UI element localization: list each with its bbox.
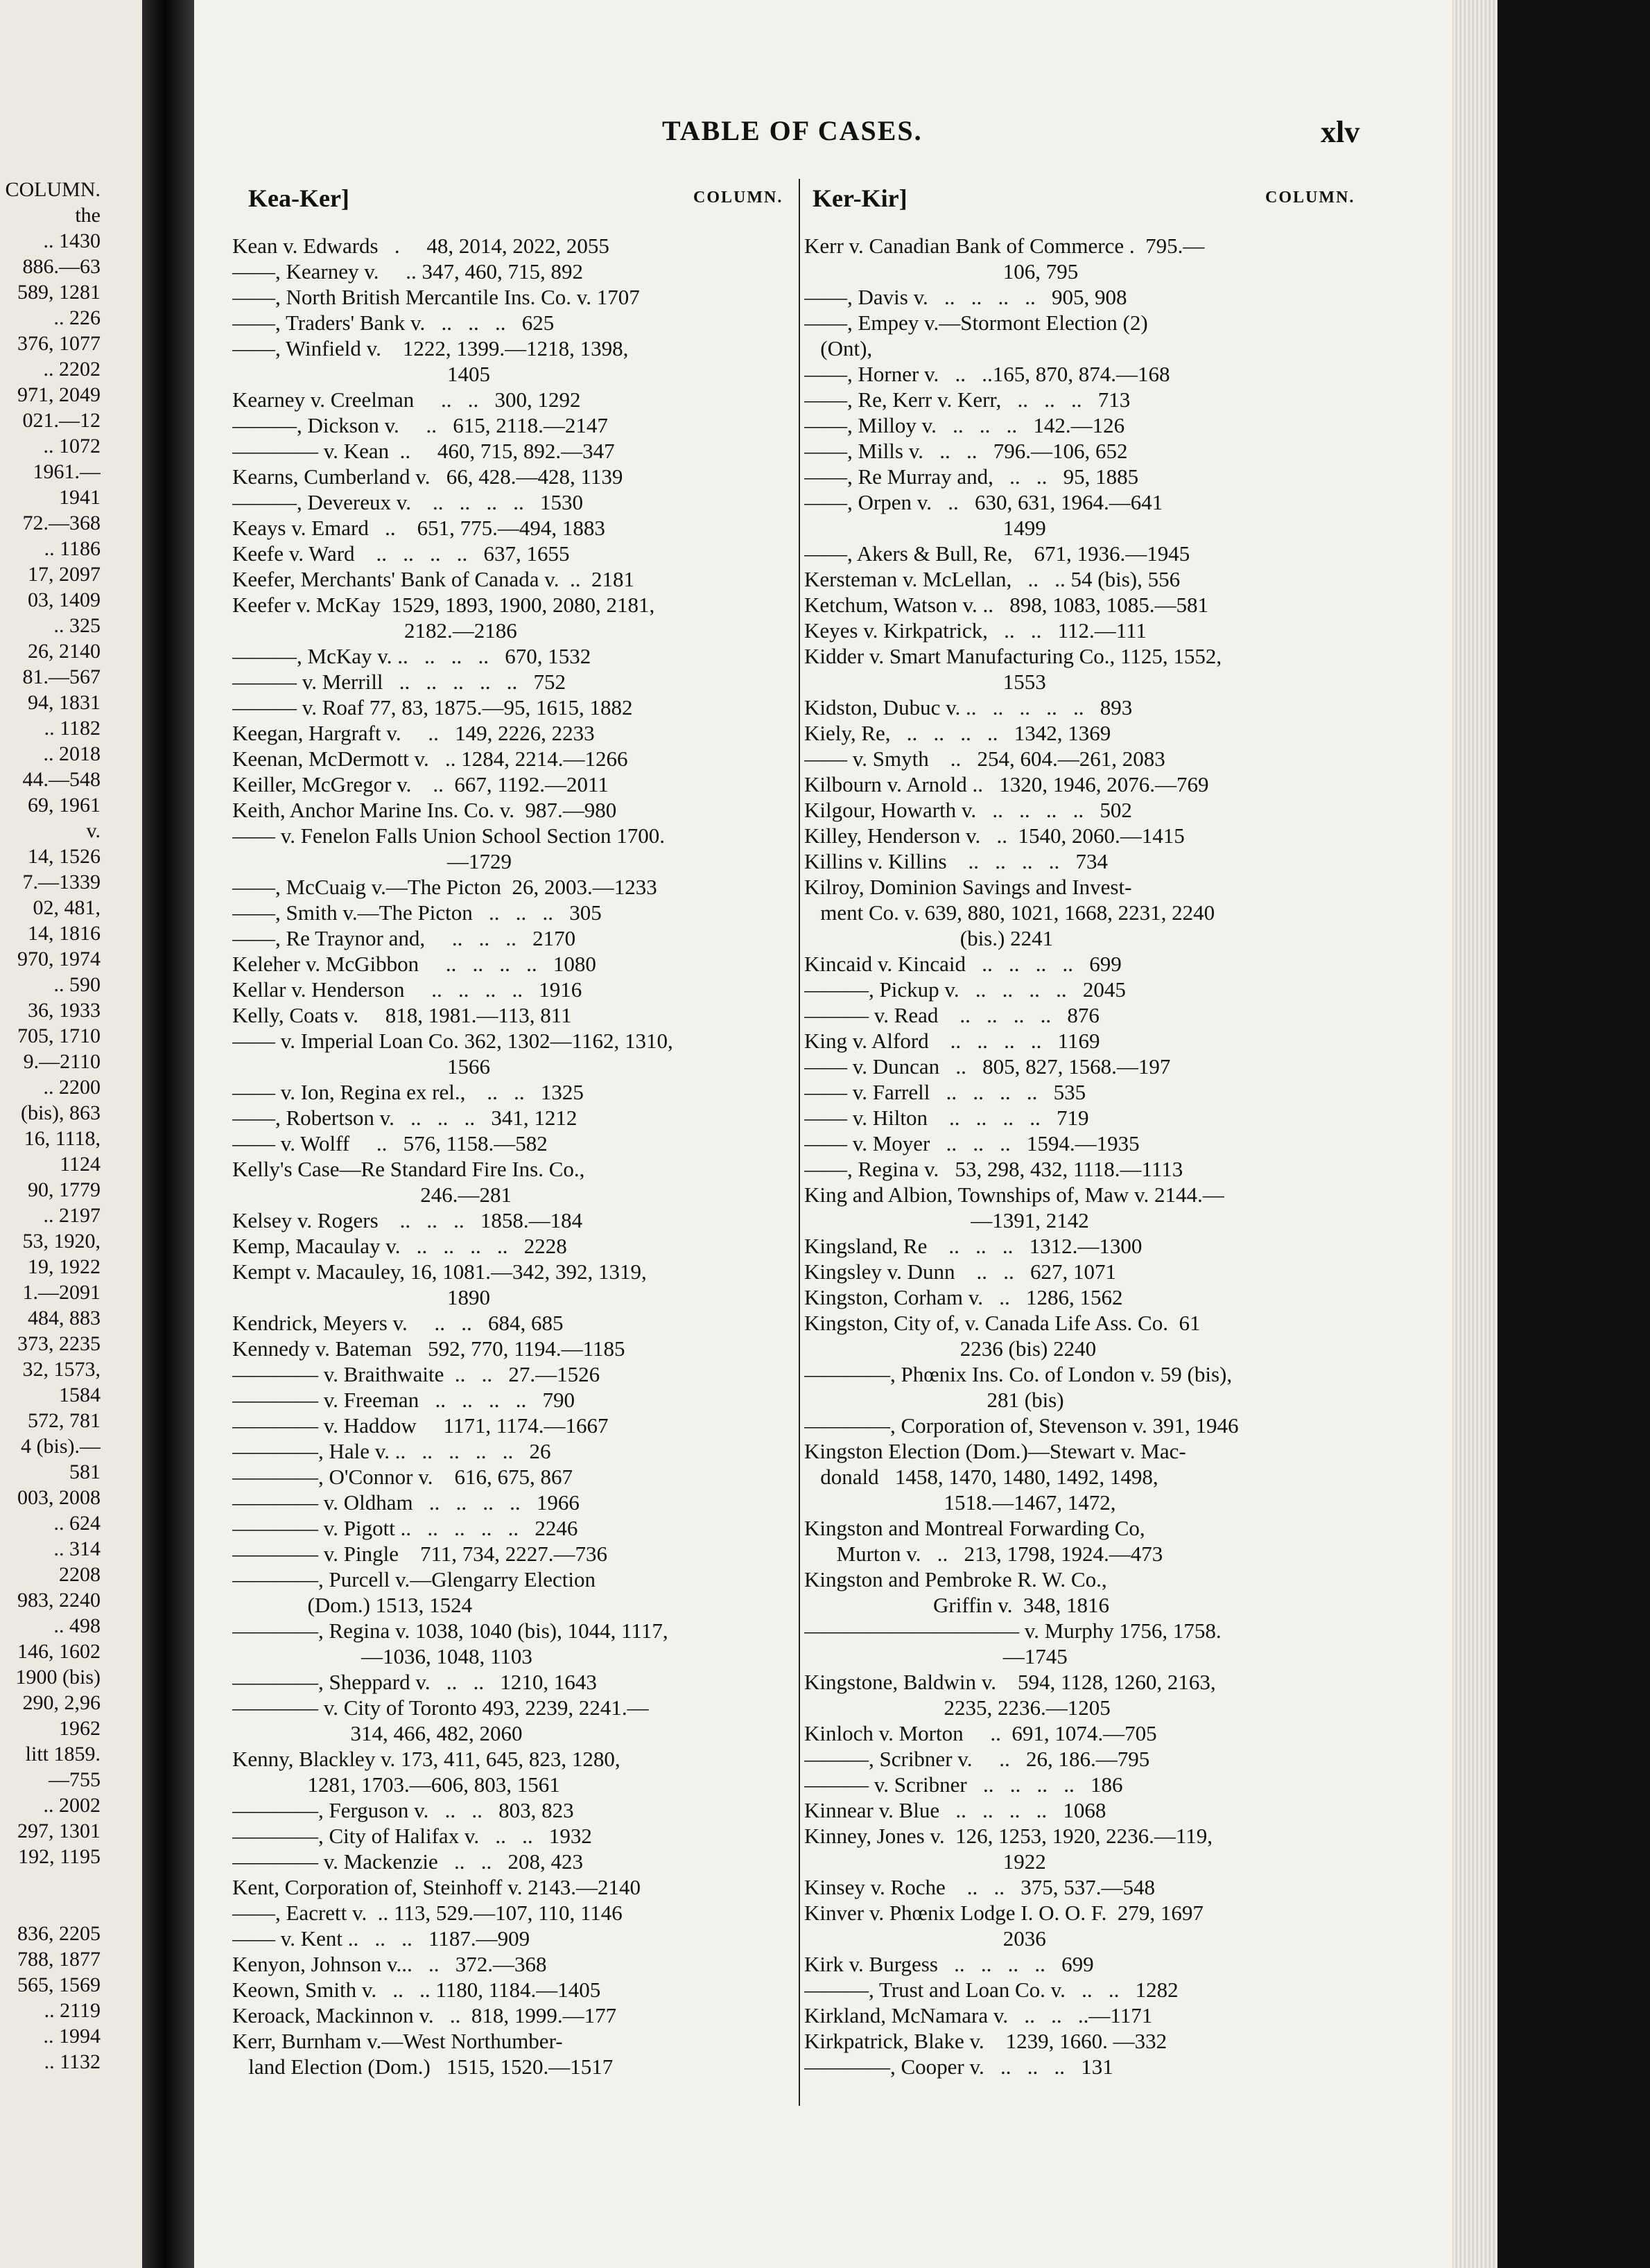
case-entry: —1036, 1048, 1103 bbox=[232, 1644, 532, 1668]
case-entry: —— v. Hilton .. .. .. .. 719 bbox=[804, 1106, 1089, 1130]
case-entry: ——, Empey v.—Stormont Election (2) bbox=[804, 311, 1148, 335]
case-entry: 2182.—2186 bbox=[232, 618, 517, 643]
facing-page-line: v. bbox=[86, 819, 101, 842]
case-entry: ————, City of Halifax v. .. .. 1932 bbox=[232, 1824, 592, 1848]
case-entry: 2036 bbox=[804, 1926, 1046, 1951]
case-entry: ———, Devereux v. .. .. .. .. 1530 bbox=[232, 490, 583, 514]
right-column-entries bbox=[804, 233, 1359, 2079]
facing-page-line: 32, 1573, bbox=[22, 1358, 101, 1381]
case-entry: Kellar v. Henderson .. .. .. .. 1916 bbox=[232, 977, 582, 1002]
case-entry: Kingsland, Re .. .. .. 1312.—1300 bbox=[804, 1234, 1143, 1258]
case-entry: Kingstone, Baldwin v. 594, 1128, 1260, 2163, bbox=[804, 1670, 1216, 1694]
case-entry: ——— v. Roaf 77, 83, 1875.—95, 1615, 1882 bbox=[232, 695, 633, 719]
facing-page-line: .. 1072 bbox=[43, 435, 101, 457]
facing-page-line: .. 624 bbox=[53, 1512, 101, 1535]
case-entry: Kingston, City of, v. Canada Life Ass. Co. 61 bbox=[804, 1311, 1201, 1335]
facing-page-line: 9.—2110 bbox=[23, 1050, 101, 1073]
facing-page-line: .. 2202 bbox=[43, 358, 101, 381]
facing-page-line: .. 498 bbox=[53, 1614, 101, 1637]
facing-page-line: 4 (bis).— bbox=[21, 1435, 101, 1458]
case-entry: Keegan, Hargraft v. .. 149, 2226, 2233 bbox=[232, 721, 595, 745]
case-entry: ———— v. Freeman .. .. .. .. 790 bbox=[232, 1388, 575, 1412]
case-entry: Keefe v. Ward .. .. .. .. 637, 1655 bbox=[232, 541, 570, 566]
case-entry: —— v. Smyth .. 254, 604.—261, 2083 bbox=[804, 747, 1165, 771]
case-entry: ———— v. Braithwaite .. .. 27.—1526 bbox=[232, 1362, 600, 1386]
case-entry: ——, Milloy v. .. .. .. 142.—126 bbox=[804, 413, 1125, 437]
case-entry: ————, Purcell v.—Glengarry Election bbox=[232, 1567, 596, 1591]
case-entry: Kinsey v. Roche .. .. 375, 537.—548 bbox=[804, 1875, 1156, 1899]
facing-page-line: 1941 bbox=[59, 486, 101, 509]
case-entry: Kempt v. Macauley, 16, 1081.—342, 392, 1319, bbox=[232, 1259, 647, 1284]
facing-page-line: 290, 2,96 bbox=[22, 1691, 101, 1714]
case-entry: —————————— v. Murphy 1756, 1758. bbox=[804, 1619, 1222, 1643]
case-entry: ———— v. Oldham .. .. .. .. 1966 bbox=[232, 1490, 580, 1515]
case-entry: 246.—281 bbox=[232, 1183, 512, 1207]
case-entry: ——, Re Murray and, .. .. 95, 1885 bbox=[804, 464, 1139, 489]
case-entry: Keays v. Emard .. 651, 775.—494, 1883 bbox=[232, 516, 605, 540]
case-entry: Kiely, Re, .. .. .. .. 1342, 1369 bbox=[804, 721, 1111, 745]
case-entry: Kirk v. Burgess .. .. .. .. 699 bbox=[804, 1952, 1094, 1976]
case-entry: Keyes v. Kirkpatrick, .. .. 112.—111 bbox=[804, 618, 1147, 643]
case-entry: Kearns, Cumberland v. 66, 428.—428, 1139 bbox=[232, 464, 623, 489]
case-entry: ———— v. Haddow 1171, 1174.—1667 bbox=[232, 1413, 609, 1438]
right-column-label: COLUMN. bbox=[1265, 189, 1355, 207]
case-entry: Killey, Henderson v. .. 1540, 2060.—1415 bbox=[804, 823, 1185, 848]
case-entry: Keith, Anchor Marine Ins. Co. v. 987.—980 bbox=[232, 798, 617, 822]
case-entry: ——, Kearney v. .. 347, 460, 715, 892 bbox=[232, 259, 583, 284]
facing-page-line: 94, 1831 bbox=[28, 691, 101, 714]
page-number: xlv bbox=[1321, 115, 1360, 149]
case-entry: —— v. Kent .. .. .. 1187.—909 bbox=[232, 1926, 530, 1951]
case-entry: Killins v. Killins .. .. .. .. 734 bbox=[804, 849, 1109, 873]
case-entry: 314, 466, 482, 2060 bbox=[232, 1721, 523, 1745]
facing-page-line: 1.—2091 bbox=[22, 1281, 101, 1304]
case-entry: ——— v. Scribner .. .. .. .. 186 bbox=[804, 1772, 1123, 1797]
case-entry: ————, Sheppard v. .. .. 1210, 1643 bbox=[232, 1670, 597, 1694]
case-entry: ————, Regina v. 1038, 1040 (bis), 1044, 1117, bbox=[232, 1619, 668, 1643]
case-entry: Kirkland, McNamara v. .. .. ..—1171 bbox=[804, 2003, 1153, 2027]
case-entry: Kingston, Corham v. .. 1286, 1562 bbox=[804, 1285, 1123, 1309]
facing-page-line: 72.—368 bbox=[22, 512, 101, 534]
case-entry: Kinnear v. Blue .. .. .. .. 1068 bbox=[804, 1798, 1106, 1822]
case-entry: 1922 bbox=[804, 1849, 1046, 1874]
case-entry: —1745 bbox=[804, 1644, 1068, 1668]
facing-page-line: .. 1132 bbox=[44, 2050, 101, 2073]
facing-page-line: 297, 1301 bbox=[17, 1820, 101, 1842]
case-entry: Keiller, McGregor v. .. 667, 1192.—2011 bbox=[232, 772, 609, 796]
case-entry: Kenyon, Johnson v... .. 372.—368 bbox=[232, 1952, 547, 1976]
case-entry: Kincaid v. Kincaid .. .. .. .. 699 bbox=[804, 952, 1122, 976]
case-entry: ————, Phœnix Ins. Co. of London v. 59 (bis), bbox=[804, 1362, 1233, 1386]
facing-page-line: (bis), 863 bbox=[21, 1101, 101, 1124]
case-entry: ————, Hale v. .. .. .. .. .. 26 bbox=[232, 1439, 551, 1463]
case-entry: 1405 bbox=[232, 362, 490, 386]
facing-page-line bbox=[0, 1869, 101, 1895]
case-entry: ——, Akers & Bull, Re, 671, 1936.—1945 bbox=[804, 541, 1190, 566]
case-entry: 1553 bbox=[804, 670, 1046, 694]
facing-page-line: .. 2018 bbox=[43, 742, 101, 765]
facing-page-line: 003, 2008 bbox=[17, 1486, 101, 1509]
case-entry: —1729 bbox=[232, 849, 512, 873]
facing-page-line: 589, 1281 bbox=[17, 281, 101, 304]
case-entry: Murton v. .. 213, 1798, 1924.—473 bbox=[804, 1542, 1163, 1566]
case-entry: —— v. Wolff .. 576, 1158.—582 bbox=[232, 1131, 548, 1155]
case-entry: ——— v. Read .. .. .. .. 876 bbox=[804, 1003, 1100, 1027]
case-entry: 1499 bbox=[804, 516, 1046, 540]
case-entry: Kenny, Blackley v. 173, 411, 645, 823, 1280, bbox=[232, 1747, 620, 1771]
case-entry: ——, Orpen v. .. 630, 631, 1964.—641 bbox=[804, 490, 1163, 514]
facing-page-line: 572, 781 bbox=[28, 1409, 101, 1432]
case-entry: Kinver v. Phœnix Lodge I. O. O. F. 279, 1697 bbox=[804, 1901, 1204, 1925]
facing-page-line: 2208 bbox=[59, 1563, 101, 1586]
column-divider bbox=[799, 179, 800, 2106]
case-entry: —1391, 2142 bbox=[804, 1208, 1089, 1232]
case-entry: ——, Eacrett v. .. 113, 529.—107, 110, 1146 bbox=[232, 1901, 623, 1925]
facing-page-line: 1900 (bis) bbox=[15, 1666, 101, 1689]
case-entry: Kelsey v. Rogers .. .. .. 1858.—184 bbox=[232, 1208, 583, 1232]
case-entry: —— v. Farrell .. .. .. .. 535 bbox=[804, 1080, 1086, 1104]
case-entry: Keleher v. McGibbon .. .. .. .. 1080 bbox=[232, 952, 596, 976]
case-entry: ————, O'Connor v. 616, 675, 867 bbox=[232, 1465, 573, 1489]
facing-page-line: 021.—12 bbox=[22, 409, 101, 432]
case-entry: King and Albion, Townships of, Maw v. 2144.— bbox=[804, 1183, 1224, 1207]
case-entry: ——, Re, Kerr v. Kerr, .. .. .. 713 bbox=[804, 387, 1131, 412]
case-entry: Kerr, Burnham v.—West Northumber- bbox=[232, 2029, 563, 2053]
case-entry: ———— v. Pingle 711, 734, 2227.—736 bbox=[232, 1542, 608, 1566]
facing-page-line: COLUMN. bbox=[5, 178, 101, 201]
case-entry: ———— v. Kean .. 460, 715, 892.—347 bbox=[232, 439, 615, 463]
case-entry: ——, Regina v. 53, 298, 432, 1118.—1113 bbox=[804, 1157, 1183, 1181]
facing-page-line: 1962 bbox=[59, 1717, 101, 1740]
case-entry: ———, Dickson v. .. 615, 2118.—2147 bbox=[232, 413, 608, 437]
case-entry: Kilgour, Howarth v. .. .. .. .. 502 bbox=[804, 798, 1132, 822]
facing-page-line bbox=[0, 1895, 101, 1921]
case-entry: 1566 bbox=[232, 1054, 490, 1079]
case-entry: ————, Corporation of, Stevenson v. 391, 1946 bbox=[804, 1413, 1239, 1438]
facing-page-line: .. 2002 bbox=[43, 1794, 101, 1817]
case-entry: (bis.) 2241 bbox=[804, 926, 1054, 950]
facing-page-line: .. 325 bbox=[53, 614, 101, 637]
case-entry: ——— v. Merrill .. .. .. .. .. 752 bbox=[232, 670, 566, 694]
facing-page-line: .. 1430 bbox=[43, 229, 101, 252]
facing-page-line: 90, 1779 bbox=[28, 1178, 101, 1201]
case-entry: ——, Traders' Bank v. .. .. .. 625 bbox=[232, 311, 555, 335]
case-entry: 1890 bbox=[232, 1285, 490, 1309]
case-entry: Keroack, Mackinnon v. .. 818, 1999.—177 bbox=[232, 2003, 617, 2027]
case-entry: 1518.—1467, 1472, bbox=[804, 1490, 1116, 1515]
case-entry: —— v. Moyer .. .. .. 1594.—1935 bbox=[804, 1131, 1140, 1155]
facing-page-line: 886.—63 bbox=[22, 255, 101, 278]
facing-page-line: .. 1182 bbox=[44, 717, 101, 740]
case-entry: Kelly's Case—Re Standard Fire Ins. Co., bbox=[232, 1157, 585, 1181]
case-entry: ——, Robertson v. .. .. .. 341, 1212 bbox=[232, 1106, 578, 1130]
case-entry: ———, McKay v. .. .. .. .. 670, 1532 bbox=[232, 644, 591, 668]
facing-page-line: 17, 2097 bbox=[28, 563, 101, 586]
facing-page-line: 705, 1710 bbox=[17, 1024, 101, 1047]
case-entry: —— v. Ion, Regina ex rel., .. .. 1325 bbox=[232, 1080, 584, 1104]
case-entry: Kersteman v. McLellan, .. .. 54 (bis), 556 bbox=[804, 567, 1181, 591]
case-entry: ——, Mills v. .. .. 796.—106, 652 bbox=[804, 439, 1128, 463]
facing-page bbox=[0, 0, 142, 2268]
page-edge bbox=[1452, 0, 1497, 2268]
page-title: TABLE OF CASES. bbox=[662, 115, 923, 146]
case-entry: ———— v. Pigott .. .. .. .. .. 2246 bbox=[232, 1516, 578, 1540]
case-entry: donald 1458, 1470, 1480, 1492, 1498, bbox=[804, 1465, 1158, 1489]
facing-page-line: 484, 883 bbox=[28, 1307, 101, 1329]
facing-page-line: 53, 1920, bbox=[22, 1230, 101, 1253]
facing-page-line: 02, 481, bbox=[33, 896, 101, 919]
case-entry: ——, Smith v.—The Picton .. .. .. 305 bbox=[232, 900, 602, 925]
case-entry: Kean v. Edwards . 48, 2014, 2022, 2055 bbox=[232, 234, 609, 258]
facing-page-line: .. 226 bbox=[53, 306, 101, 329]
facing-page-line: 1124 bbox=[60, 1153, 101, 1176]
facing-page-line: 983, 2240 bbox=[17, 1589, 101, 1612]
facing-page-line: 14, 1526 bbox=[28, 845, 101, 868]
case-entry: 106, 795 bbox=[804, 259, 1079, 284]
case-entry: Kennedy v. Bateman 592, 770, 1194.—1185 bbox=[232, 1336, 625, 1361]
facing-page-line: 69, 1961 bbox=[28, 794, 101, 817]
case-entry: ————, Ferguson v. .. .. 803, 823 bbox=[232, 1798, 574, 1822]
case-entry: ——, Davis v. .. .. .. .. 905, 908 bbox=[804, 285, 1127, 309]
book-gutter bbox=[142, 0, 194, 2268]
case-entry: ——, Horner v. .. ..165, 870, 874.—168 bbox=[804, 362, 1170, 386]
facing-page-line: —755 bbox=[49, 1768, 101, 1791]
case-entry: Keenan, McDermott v. .. 1284, 2214.—1266 bbox=[232, 747, 628, 771]
facing-page-line: .. 1186 bbox=[44, 537, 101, 560]
case-entry: Keefer, Merchants' Bank of Canada v. .. 2181 bbox=[232, 567, 634, 591]
case-entry: ——, Winfield v. 1222, 1399.—1218, 1398, bbox=[232, 336, 629, 360]
facing-page-line: 373, 2235 bbox=[17, 1332, 101, 1355]
facing-page-line: .. 2119 bbox=[44, 1999, 101, 2022]
case-entry: land Election (Dom.) 1515, 1520.—1517 bbox=[232, 2055, 614, 2079]
facing-page-line: litt 1859. bbox=[25, 1743, 101, 1765]
facing-page-line: 81.—567 bbox=[22, 665, 101, 688]
facing-page-line: 1584 bbox=[59, 1384, 101, 1406]
facing-page-line: 7.—1339 bbox=[22, 871, 101, 893]
facing-page-line: 14, 1816 bbox=[28, 922, 101, 945]
facing-page-line: the bbox=[75, 204, 101, 227]
case-entry: ———— v. Mackenzie .. .. 208, 423 bbox=[232, 1849, 583, 1874]
facing-page-line: 836, 2205 bbox=[17, 1922, 101, 1945]
case-entry: Kerr v. Canadian Bank of Commerce . 795.— bbox=[804, 234, 1205, 258]
facing-page-line: 192, 1195 bbox=[18, 1845, 101, 1868]
facing-page-line: .. 2200 bbox=[43, 1076, 101, 1099]
case-entry: Kirkpatrick, Blake v. 1239, 1660. —332 bbox=[804, 2029, 1167, 2053]
facing-page-line: 581 bbox=[69, 1460, 101, 1483]
case-entry: Kilroy, Dominion Savings and Invest- bbox=[804, 875, 1132, 899]
facing-page-line: 970, 1974 bbox=[17, 948, 101, 970]
case-entry: Kemp, Macaulay v. .. .. .. .. 2228 bbox=[232, 1234, 567, 1258]
case-entry: ——, North British Mercantile Ins. Co. v. 1707 bbox=[232, 285, 640, 309]
case-entry: ——, Re Traynor and, .. .. .. 2170 bbox=[232, 926, 576, 950]
case-entry: Ketchum, Watson v. .. 898, 1083, 1085.—581 bbox=[804, 593, 1209, 617]
facing-page-line: .. 1994 bbox=[43, 2025, 101, 2048]
case-entry: Kearney v. Creelman .. .. 300, 1292 bbox=[232, 387, 581, 412]
facing-page-line: 26, 2140 bbox=[28, 640, 101, 663]
case-entry: Kinloch v. Morton .. 691, 1074.—705 bbox=[804, 1721, 1157, 1745]
case-entry: Kingston and Montreal Forwarding Co, bbox=[804, 1516, 1145, 1540]
case-entry: (Ont), bbox=[804, 336, 873, 360]
case-entry: ——, McCuaig v.—The Picton 26, 2003.—1233 bbox=[232, 875, 657, 899]
case-entry: Kelly, Coats v. 818, 1981.—113, 811 bbox=[232, 1003, 572, 1027]
facing-page-line: 03, 1409 bbox=[28, 588, 101, 611]
case-entry: Griffin v. 348, 1816 bbox=[804, 1593, 1110, 1617]
facing-page-line: 146, 1602 bbox=[17, 1640, 101, 1663]
case-entry: Kidder v. Smart Manufacturing Co., 1125, 1552, bbox=[804, 644, 1222, 668]
case-entry: ———, Scribner v. .. 26, 186.—795 bbox=[804, 1747, 1150, 1771]
facing-page-line: 1961.— bbox=[33, 460, 101, 483]
case-entry: —— v. Fenelon Falls Union School Section 1700. bbox=[232, 823, 665, 848]
case-entry: King v. Alford .. .. .. .. 1169 bbox=[804, 1029, 1100, 1053]
case-entry: ———— v. City of Toronto 493, 2239, 2241.— bbox=[232, 1695, 649, 1720]
case-entry: Kingston and Pembroke R. W. Co., bbox=[804, 1567, 1107, 1591]
facing-page-line: 16, 1118, bbox=[24, 1127, 101, 1150]
case-entry: 2235, 2236.—1205 bbox=[804, 1695, 1111, 1720]
facing-page-line: 44.—548 bbox=[22, 768, 101, 791]
case-entry: Kendrick, Meyers v. .. .. 684, 685 bbox=[232, 1311, 564, 1335]
case-entry: Kingsley v. Dunn .. .. 627, 1071 bbox=[804, 1259, 1117, 1284]
case-entry: Kent, Corporation of, Steinhoff v. 2143.—2140 bbox=[232, 1875, 641, 1899]
facing-page-line: 565, 1569 bbox=[17, 1973, 101, 1996]
right-column-heading: Ker-Kir] bbox=[813, 184, 908, 212]
case-entry: 2236 (bis) 2240 bbox=[804, 1336, 1097, 1361]
facing-page-line: .. 590 bbox=[53, 973, 101, 996]
case-entry: Kidston, Dubuc v. .. .. .. .. .. 893 bbox=[804, 695, 1133, 719]
case-entry: (Dom.) 1513, 1524 bbox=[232, 1593, 473, 1617]
case-entry: ————, Cooper v. .. .. .. 131 bbox=[804, 2055, 1113, 2079]
case-entry: Kilbourn v. Arnold .. 1320, 1946, 2076.—769 bbox=[804, 772, 1209, 796]
case-entry: 281 (bis) bbox=[804, 1388, 1064, 1412]
facing-page-column bbox=[0, 177, 101, 2075]
case-entry: ment Co. v. 639, 880, 1021, 1668, 2231, 2240 bbox=[804, 900, 1215, 925]
facing-page-line: 376, 1077 bbox=[17, 332, 101, 355]
left-column-heading: Kea-Ker] bbox=[248, 184, 349, 212]
facing-page-line: 971, 2049 bbox=[17, 383, 101, 406]
facing-page-line: 788, 1877 bbox=[17, 1948, 101, 1971]
left-column-entries bbox=[232, 233, 790, 2079]
left-column-label: COLUMN. bbox=[693, 189, 783, 207]
facing-page-line: 36, 1933 bbox=[28, 999, 101, 1022]
case-entry: Keown, Smith v. .. .. 1180, 1184.—1405 bbox=[232, 1978, 601, 2002]
facing-page-line: .. 2197 bbox=[43, 1204, 101, 1227]
case-entry: —— v. Imperial Loan Co. 362, 1302—1162, 1310, bbox=[232, 1029, 673, 1053]
case-entry: ———, Trust and Loan Co. v. .. .. 1282 bbox=[804, 1978, 1179, 2002]
case-entry: Kingston Election (Dom.)—Stewart v. Mac- bbox=[804, 1439, 1186, 1463]
case-entry: ———, Pickup v. .. .. .. .. 2045 bbox=[804, 977, 1126, 1002]
case-entry: Keefer v. McKay 1529, 1893, 1900, 2080, 2181, bbox=[232, 593, 655, 617]
case-entry: Kinney, Jones v. 126, 1253, 1920, 2236.—119, bbox=[804, 1824, 1213, 1848]
case-entry: —— v. Duncan .. 805, 827, 1568.—197 bbox=[804, 1054, 1171, 1079]
facing-page-line: 19, 1922 bbox=[28, 1255, 101, 1278]
facing-page-line: .. 314 bbox=[53, 1537, 101, 1560]
case-entry: 1281, 1703.—606, 803, 1561 bbox=[232, 1772, 560, 1797]
